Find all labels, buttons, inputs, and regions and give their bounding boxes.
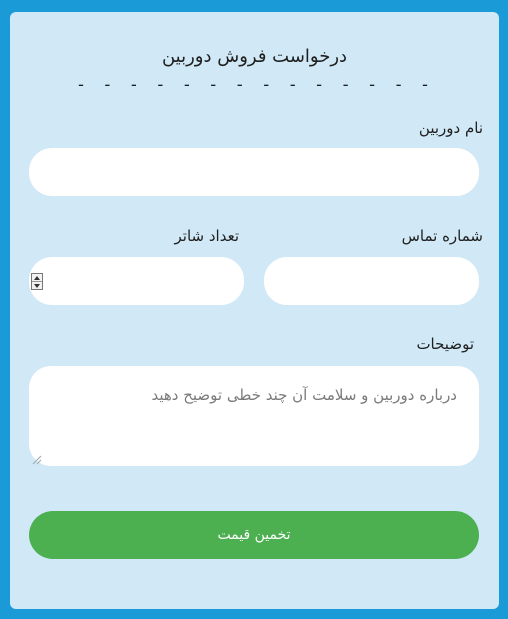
title-divider: - - - - - - - - - - - - - - [75, 75, 434, 95]
phone-label: شماره تماس [401, 227, 483, 245]
form-title: درخواست فروش دوربین [161, 46, 348, 67]
description-textarea[interactable] [29, 366, 479, 466]
stepper-down-icon[interactable] [32, 282, 42, 289]
shutter-count-input[interactable] [29, 257, 244, 305]
description-label: توضیحات [416, 335, 474, 353]
shutter-count-stepper[interactable] [31, 273, 43, 290]
resize-grip-icon[interactable] [32, 455, 42, 465]
description-placeholder: درباره دوربین و سلامت آن چند خطی توضیح دهید [151, 386, 457, 404]
stepper-up-icon[interactable] [32, 274, 42, 282]
shutter-count-label: تعداد شاتر [174, 227, 239, 245]
estimate-price-button[interactable]: تخمین قیمت [29, 511, 479, 559]
camera-name-input[interactable] [29, 148, 479, 196]
camera-name-label: نام دوربین [418, 119, 483, 137]
sell-request-card [10, 12, 499, 609]
phone-input[interactable] [264, 257, 479, 305]
